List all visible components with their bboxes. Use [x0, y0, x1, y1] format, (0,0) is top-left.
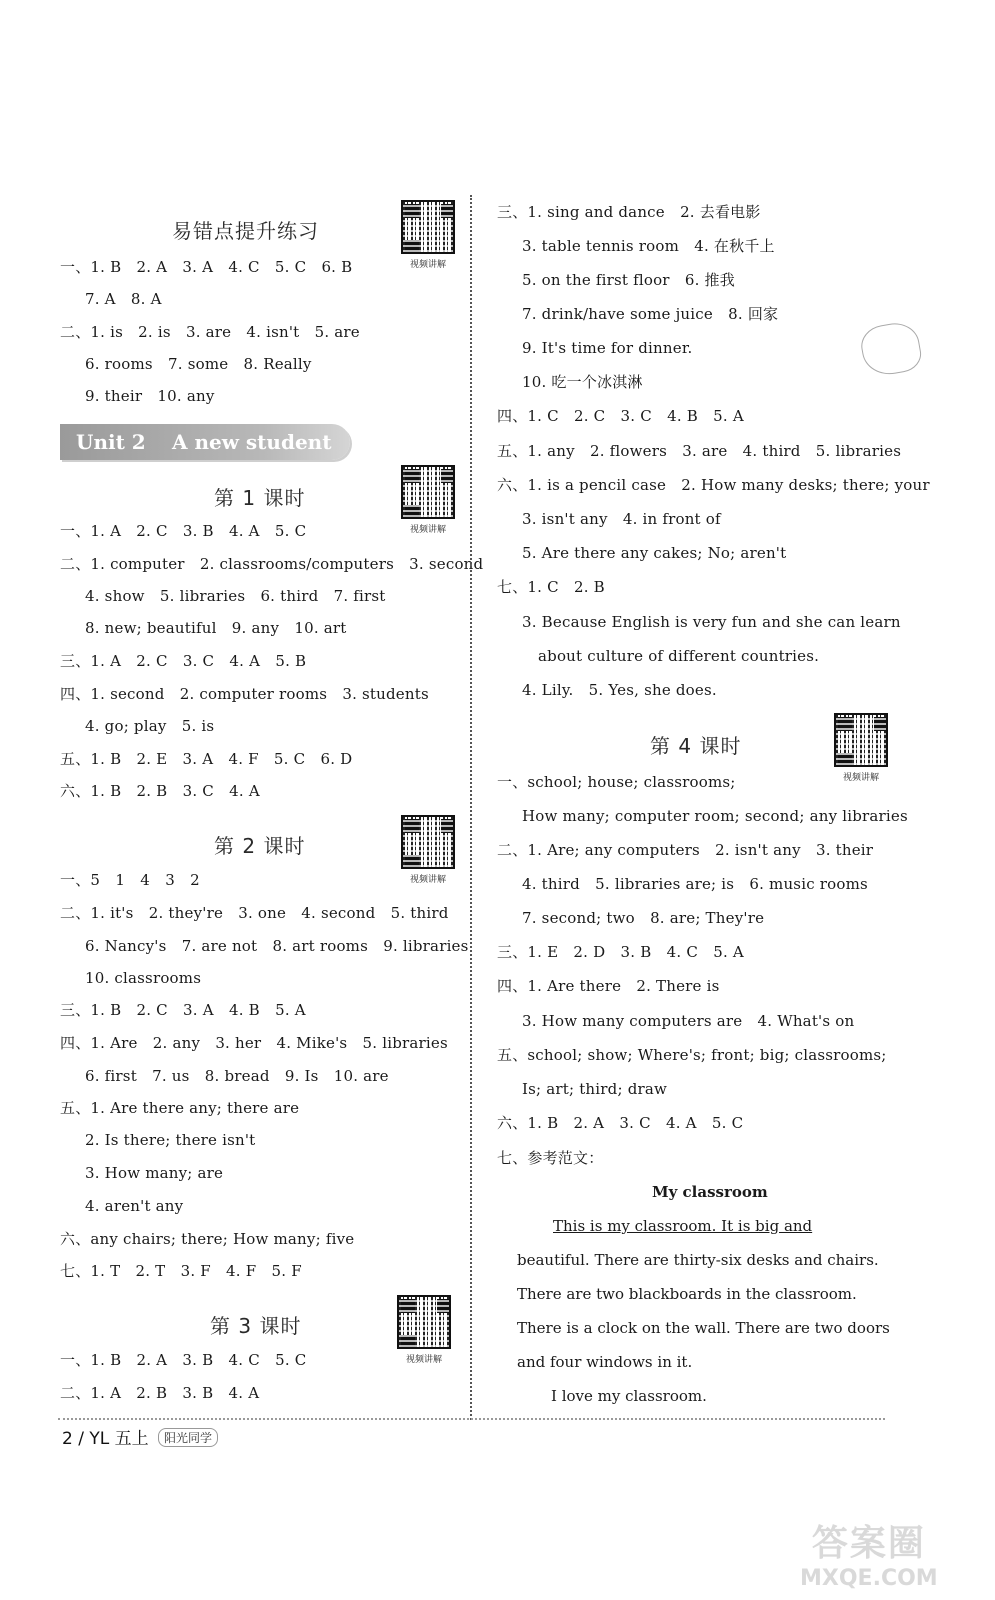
answer-line: 四、1. Are 2. any 3. her 4. Mike's 5. libraries: [60, 1034, 448, 1052]
column-divider: [470, 195, 472, 1420]
answer-line: 9. It's time for dinner.: [522, 339, 693, 357]
answer-line: How many; computer room; second; any libraries: [522, 807, 908, 825]
answer-line: 五、school; show; Where's; front; big; classrooms;: [497, 1046, 887, 1064]
answer-line: 4. show 5. libraries 6. third 7. first: [85, 587, 386, 605]
essay-line: This is my classroom. It is big and: [553, 1217, 813, 1235]
qr-caption: 视频讲解: [409, 525, 446, 535]
qr-code-lesson-2[interactable]: [400, 815, 456, 889]
stamp-mark: [858, 319, 924, 378]
answer-line: 五、1. any 2. flowers 3. are 4. third 5. libraries: [497, 442, 902, 460]
answer-line: 一、5 1 4 3 2: [60, 871, 200, 889]
answer-line: 六、1. B 2. B 3. C 4. A: [60, 782, 260, 800]
answer-line: 3. Because English is very fun and she can learn: [522, 613, 901, 631]
answer-line: 七、1. T 2. T 3. F 4. F 5. F: [60, 1262, 302, 1280]
answer-line: 五、1. Are there any; there are: [60, 1099, 300, 1117]
answer-line: 四、1. C 2. C 3. C 4. B 5. A: [497, 407, 744, 425]
answer-line: 7. second; two 8. are; They're: [522, 909, 765, 927]
qr-code-lesson-1[interactable]: [400, 465, 456, 539]
answer-line: 四、1. second 2. computer rooms 3. students: [60, 685, 429, 703]
qr-caption: 视频讲解: [409, 875, 446, 885]
answer-line: Is; art; third; draw: [522, 1080, 668, 1098]
unit-label: Unit 2: [76, 430, 146, 454]
answer-line: 三、1. sing and dance 2. 去看电影: [497, 203, 761, 221]
answer-line: 6. rooms 7. some 8. Really: [85, 355, 312, 373]
essay-line: There is a clock on the wall. There are two doors: [517, 1319, 890, 1337]
essay-line: There are two blackboards in the classroom.: [517, 1285, 857, 1303]
answer-line: 七、参考范文：: [497, 1149, 604, 1167]
qr-code-lesson-3[interactable]: [396, 1295, 452, 1369]
answer-line: 六、any chairs; there; How many; five: [60, 1230, 355, 1248]
answer-line: 2. Is there; there isn't: [85, 1131, 256, 1149]
answer-line: about culture of different countries.: [538, 647, 820, 665]
answer-line: 三、1. E 2. D 3. B 4. C 5. A: [497, 943, 744, 961]
page-footer: [62, 1424, 218, 1449]
answer-line: 二、1. A 2. B 3. B 4. A: [60, 1384, 260, 1402]
answer-line: 5. on the first floor 6. 推我: [522, 271, 735, 289]
answer-line: 一、1. B 2. A 3. B 4. C 5. C: [60, 1351, 307, 1369]
answer-line: 一、1. A 2. C 3. B 4. A 5. C: [60, 522, 307, 540]
answer-line: 六、1. is a pencil case 2. How many desks; there; your: [497, 476, 930, 494]
footer-rule: [58, 1418, 885, 1420]
answer-line: 9. their 10. any: [85, 387, 215, 405]
lesson-2-title: 第 2 课时: [214, 834, 306, 858]
unit-banner: [60, 424, 350, 460]
answer-line: 3. isn't any 4. in front of: [522, 510, 721, 528]
watermark: [800, 1515, 938, 1591]
answer-line: 二、1. Are; any computers 2. isn't any 3. their: [497, 841, 874, 859]
qr-code-lesson-4[interactable]: [833, 713, 889, 787]
watermark-bottom: MXQE.COM: [800, 1566, 938, 1591]
answer-line: 3. How many; are: [85, 1164, 224, 1182]
essay-line: I love my classroom.: [551, 1387, 707, 1405]
answer-line: 二、1. computer 2. classrooms/computers 3. second: [60, 555, 484, 573]
essay-title: My classroom: [652, 1183, 768, 1201]
answer-line: 4. aren't any: [85, 1197, 184, 1215]
answer-line: 6. Nancy's 7. are not 8. art rooms 9. libraries: [85, 937, 469, 955]
qr-code-error-practice[interactable]: [400, 200, 456, 274]
answer-line: 10. 吃一个冰淇淋: [522, 373, 643, 391]
answer-line: 7. A 8. A: [85, 290, 162, 308]
lesson-1-title: 第 1 课时: [214, 486, 306, 510]
answer-line: 七、1. C 2. B: [497, 578, 605, 596]
qr-caption: 视频讲解: [409, 260, 446, 270]
qr-caption: 视频讲解: [842, 773, 879, 783]
lesson-4-title: 第 4 课时: [650, 734, 742, 758]
answer-line: 4. third 5. libraries are; is 6. music rooms: [522, 875, 868, 893]
lesson-3-title: 第 3 课时: [210, 1314, 302, 1338]
answer-line: 6. first 7. us 8. bread 9. Is 10. are: [85, 1067, 389, 1085]
answer-line: 二、1. it's 2. they're 3. one 4. second 5. third: [60, 904, 449, 922]
essay-line: and four windows in it.: [517, 1353, 693, 1371]
watermark-top: 答案圈: [811, 1523, 926, 1564]
answer-line: 3. table tennis room 4. 在秋千上: [522, 237, 775, 255]
answer-line: 7. drink/have some juice 8. 回家: [522, 305, 779, 323]
answer-line: 六、1. B 2. A 3. C 4. A 5. C: [497, 1114, 744, 1132]
brand-logo: 阳光同学: [158, 1428, 218, 1447]
answer-line: 5. Are there any cakes; No; aren't: [522, 544, 787, 562]
unit-title: A new student: [172, 430, 332, 454]
answer-line: 3. How many computers are 4. What's on: [522, 1012, 855, 1030]
error-practice-title: 易错点提升练习: [172, 219, 319, 243]
answer-line: 10. classrooms: [85, 969, 202, 987]
answer-line: 一、school; house; classrooms;: [497, 773, 736, 791]
answer-line: 二、1. is 2. is 3. are 4. isn't 5. are: [60, 323, 360, 341]
page-number: 2 / YL 五上: [62, 1429, 149, 1449]
answer-line: 五、1. B 2. E 3. A 4. F 5. C 6. D: [60, 750, 353, 768]
answer-line: 4. go; play 5. is: [85, 717, 215, 735]
answer-line: 8. new; beautiful 9. any 10. art: [85, 619, 347, 637]
answer-line: 四、1. Are there 2. There is: [497, 977, 720, 995]
answer-line: 一、1. B 2. A 3. A 4. C 5. C 6. B: [60, 258, 353, 276]
answer-line: 三、1. B 2. C 3. A 4. B 5. A: [60, 1001, 306, 1019]
answer-line: 三、1. A 2. C 3. C 4. A 5. B: [60, 652, 307, 670]
essay-line: beautiful. There are thirty-six desks and chairs.: [517, 1251, 879, 1269]
qr-caption: 视频讲解: [405, 1355, 442, 1365]
answer-line: 4. Lily. 5. Yes, she does.: [522, 681, 717, 699]
